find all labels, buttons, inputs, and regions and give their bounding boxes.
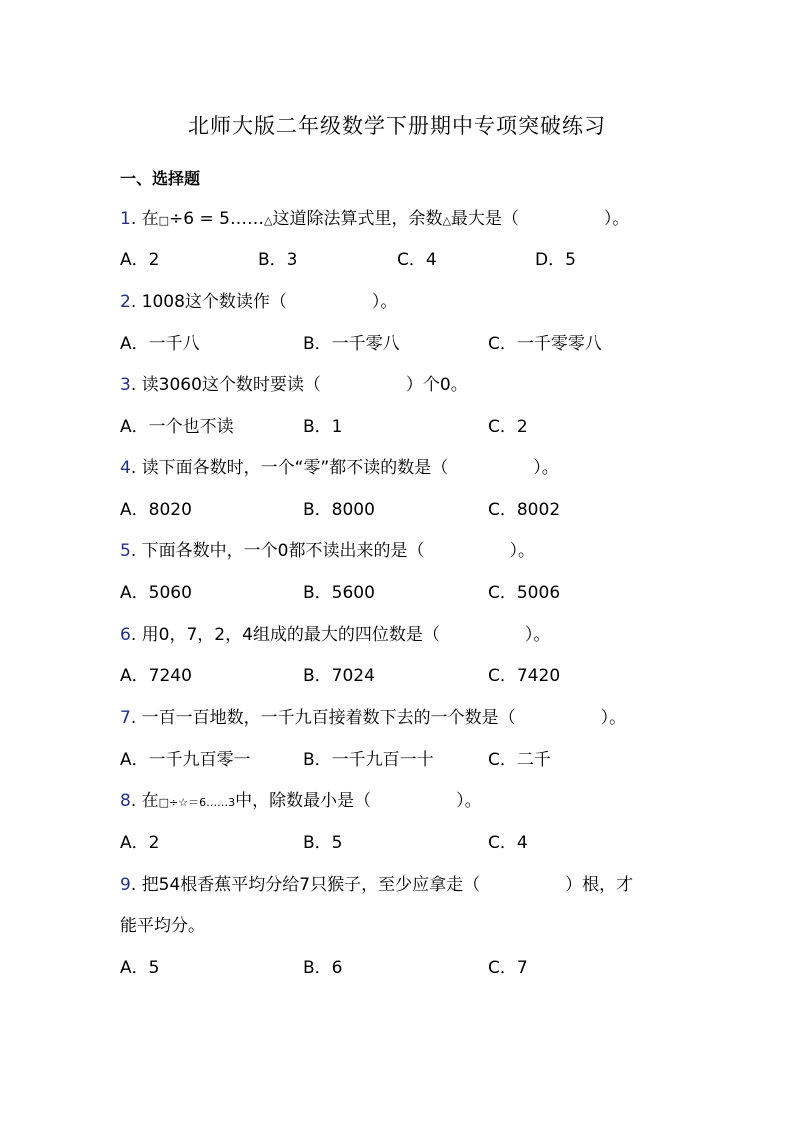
option-c: C．二千	[488, 750, 551, 770]
box-symbol: □	[158, 214, 170, 227]
option-c: C．5006	[488, 583, 561, 603]
question-number: 6	[120, 625, 131, 645]
document-title: 北师大版二年级数学下册期中专项突破练习	[188, 114, 606, 138]
question-9-continued: 能平均分。	[120, 916, 205, 936]
section-heading: 一、选择题	[120, 169, 201, 188]
option-c: C．2	[488, 417, 528, 437]
triangle-symbol: △	[442, 214, 451, 227]
question-3: 3. 读3060这个数时要读（ ）个0。	[120, 375, 468, 395]
question-number: 8	[120, 791, 131, 811]
option-b: B．6	[303, 958, 343, 978]
option-b: B．5600	[303, 583, 375, 603]
option-b: B．一千九百一十	[303, 750, 434, 770]
option-a: A．5060	[120, 583, 192, 603]
option-a: A．8020	[120, 500, 192, 520]
option-b: B．5	[303, 833, 343, 853]
option-c: C．8002	[488, 500, 561, 520]
option-b: B．7024	[303, 666, 375, 686]
question-8: 8. 在□÷☆＝6……3中，除数最小是（ ）。	[120, 791, 482, 811]
option-c: C．一千零零八	[488, 334, 602, 354]
question-number: 5	[120, 541, 131, 561]
option-b: B．1	[303, 417, 343, 437]
option-a: A．7240	[120, 666, 192, 686]
option-d: D．5	[535, 250, 576, 270]
equation-formula: □÷☆＝6……3	[158, 796, 236, 809]
option-a: A．2	[120, 250, 160, 270]
question-number: 3	[120, 375, 131, 395]
question-6: 6. 用0，7，2，4组成的最大的四位数是（ ）。	[120, 625, 551, 645]
option-c: C．4	[397, 250, 437, 270]
question-2: 2. 1008这个数读作（ ）。	[120, 292, 398, 312]
question-number: 7	[120, 708, 131, 728]
option-a: A．一个也不读	[120, 417, 234, 437]
option-c: C．4	[488, 833, 528, 853]
triangle-symbol: △	[263, 214, 273, 227]
question-5: 5. 下面各数中，一个0都不读出来的是（ ）。	[120, 541, 535, 561]
question-1: 1. 在□÷6 = 5……△这道除法算式里，余数△最大是（ ）。	[120, 209, 630, 229]
question-9: 9. 把54根香蕉平均分给7只猴子，至少应拿走（ ）根，才	[120, 875, 634, 895]
option-a: A．一千九百零一	[120, 750, 251, 770]
question-number: 1	[120, 209, 131, 229]
question-number: 2	[120, 292, 131, 312]
option-c: C．7420	[488, 666, 561, 686]
option-b: B．8000	[303, 500, 375, 520]
question-number: 9	[120, 875, 131, 895]
option-c: C．7	[488, 958, 528, 978]
option-b: B．一千零八	[303, 334, 400, 354]
question-7: 7. 一百一百地数，一千九百接着数下去的一个数是（ ）。	[120, 708, 627, 728]
option-a: A．5	[120, 958, 160, 978]
option-a: A．一千八	[120, 334, 200, 354]
option-b: B．3	[258, 250, 298, 270]
question-4: 4. 读下面各数时，一个“零”都不读的数是（ ）。	[120, 458, 559, 478]
question-number: 4	[120, 458, 131, 478]
option-a: A．2	[120, 833, 160, 853]
